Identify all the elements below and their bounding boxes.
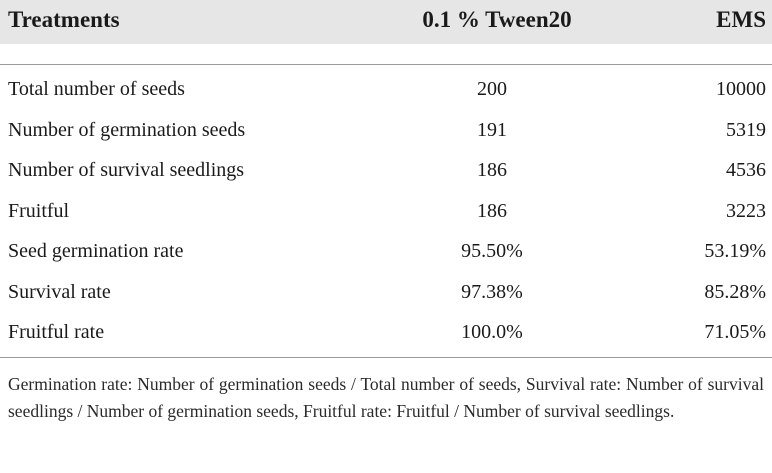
table-row bbox=[0, 150, 772, 191]
row-label: Number of germination seeds bbox=[8, 118, 246, 141]
row-ems-value: 85.28% bbox=[704, 280, 766, 303]
header-divider bbox=[0, 64, 772, 65]
row-tween-value: 95.50% bbox=[461, 240, 523, 262]
row-tween-value: 97.38% bbox=[461, 280, 523, 303]
row-tween-value: 186 bbox=[477, 159, 507, 181]
row-tween-value: 186 bbox=[477, 199, 507, 222]
footer-divider bbox=[0, 357, 772, 358]
table-body bbox=[0, 69, 772, 353]
header-tween20: 0.1 % Tween20 bbox=[422, 7, 572, 32]
row-label: Total number of seeds bbox=[8, 78, 185, 100]
table-header-row bbox=[0, 0, 772, 44]
row-label: Seed germination rate bbox=[8, 240, 184, 262]
row-label: Number of survival seedlings bbox=[8, 159, 245, 181]
row-label: Fruitful bbox=[8, 199, 70, 222]
row-ems-value: 5319 bbox=[726, 118, 766, 141]
row-tween-value: 191 bbox=[477, 118, 507, 141]
table-row bbox=[0, 231, 772, 272]
row-ems-value: 53.19% bbox=[704, 240, 766, 262]
row-label: Survival rate bbox=[8, 280, 111, 303]
row-ems-value: 71.05% bbox=[704, 321, 766, 343]
header-ems: EMS bbox=[716, 7, 766, 32]
row-ems-value: 3223 bbox=[726, 199, 766, 222]
header-treatments: Treatments bbox=[8, 7, 120, 32]
table-row bbox=[0, 69, 772, 110]
row-ems-value: 4536 bbox=[726, 159, 766, 181]
table-row bbox=[0, 191, 772, 232]
row-tween-value: 200 bbox=[477, 78, 507, 100]
table-row bbox=[0, 110, 772, 151]
row-ems-value: 10000 bbox=[716, 78, 766, 100]
row-label: Fruitful rate bbox=[8, 321, 105, 343]
row-tween-value: 100.0% bbox=[461, 321, 523, 343]
table-footnote: Germination rate: Number of germination seeds / Total number of seeds, Survival rate: Number of survival seedlings / Number of germination seeds, Fruitful rate: Fruitful / Number of survival seedlings. bbox=[8, 374, 764, 421]
table-row bbox=[0, 312, 772, 353]
table-row bbox=[0, 272, 772, 313]
